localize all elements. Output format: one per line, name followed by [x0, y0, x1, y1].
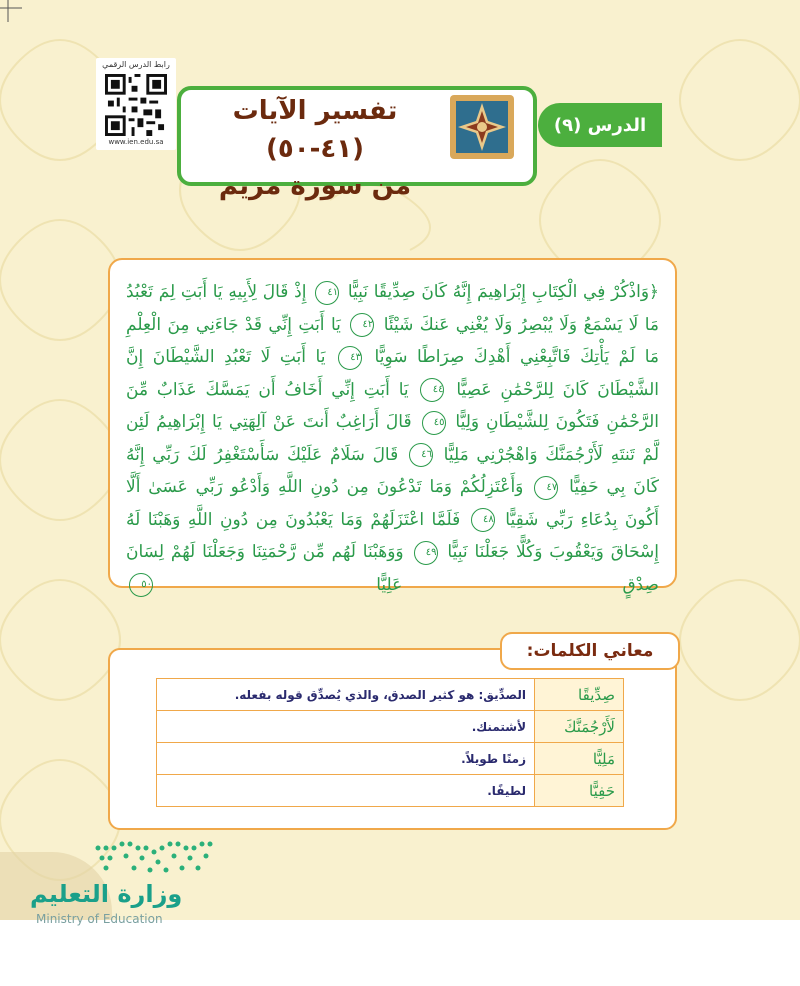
verse-47: قَالَ سَلَامٌ عَلَيْكَ سَأَسْتَغْفِرُ لَكَ رَبِّي إِنَّهُ كَانَ بِي حَفِيًّا [126, 444, 659, 497]
lesson-number-badge [538, 103, 662, 147]
qr-caption: رابط الدرس الرقمي [102, 60, 170, 69]
vocab-word: حَفِيًّا [535, 775, 624, 807]
table-row [157, 679, 624, 711]
vocabulary-heading-tab [500, 632, 680, 670]
vocab-meaning: لأشتمنك. [157, 711, 535, 743]
vocabulary-heading: معاني الكلمات: [526, 641, 654, 661]
title-line-1: تفسير الآيات (٤١-٥٠) [232, 96, 398, 164]
qr-url[interactable]: www.ien.edu.sa [108, 138, 164, 146]
qr-panel[interactable] [96, 58, 176, 150]
verse-44: يَا أَبَتِ لَا تَعْبُدِ الشَّيْطَانَ إِنَّ الشَّيْطَانَ كَانَ لِلرَّحْمَٰنِ عَصِيًّا [126, 347, 660, 400]
aya-number-45: ٤٥ [422, 411, 446, 435]
qr-code-icon[interactable] [105, 74, 167, 136]
islamic-ornament-icon [448, 93, 516, 161]
vocab-word: مَلِيًّا [535, 743, 624, 775]
aya-number-47: ٤٧ [534, 476, 558, 500]
vocab-word: لَأَرْجُمَنَّكَ [535, 711, 624, 743]
verse-48: وَأَعْتَزِلُكُمْ وَمَا تَدْعُونَ مِن دُونِ اللَّهِ وَأَدْعُو رَبِّي عَسَىٰ أَلَّا أَكُونَ بِدُعَاءِ رَبِّي شَقِيًّا [126, 477, 660, 530]
aya-number-49: ٤٩ [414, 541, 438, 565]
table-row [157, 775, 624, 807]
verse-50: وَوَهَبْنَا لَهُم مِّن رَّحْمَتِنَا وَجَعَلْنَا لَهُمْ لِسَانَ صِدْقٍ عَلِيًّا [126, 542, 659, 595]
verse-43: يَا أَبَتِ إِنِّي قَدْ جَاءَنِي مِنَ الْعِلْمِ مَا لَمْ يَأْتِكَ فَاتَّبِعْنِي أَهْدِكَ صِرَاطًا سَوِيًّا [126, 314, 660, 367]
verse-41: ﴿وَاذْكُرْ فِي الْكِتَابِ إِبْرَاهِيمَ إِنَّهُ كَانَ صِدِّيقًا نَبِيًّا [347, 282, 659, 302]
aya-number-46: ٤٦ [409, 443, 433, 467]
aya-number-44: ٤٤ [420, 378, 444, 402]
lesson-label: الدرس (٩) [553, 114, 647, 136]
vocab-meaning: زمنًا طويلاً. [157, 743, 535, 775]
verse-42: إِذْ قَالَ لِأَبِيهِ يَا أَبَتِ لِمَ تَعْبُدُ مَا لَا يَسْمَعُ وَلَا يُبْصِرُ وَلَا يُغْنِي عَنكَ شَيْئًا [126, 282, 660, 335]
aya-number-42: ٤٢ [350, 313, 374, 337]
quran-verses-panel [108, 258, 677, 595]
title-line-2: من سورة مريم [218, 171, 412, 201]
vocabulary-table [156, 678, 624, 807]
aya-number-43: ٤٣ [338, 346, 362, 370]
ministry-name-english: Ministry of Education [36, 912, 163, 926]
aya-number-50: ٥٠ [129, 573, 153, 597]
aya-number-41: ٤١ [315, 281, 339, 305]
table-row [157, 711, 624, 743]
corner-mark [0, 0, 40, 40]
quran-verses-text [126, 276, 659, 601]
page-title [190, 92, 440, 204]
vocab-meaning: الصدِّيق: هو كثير الصدق، والذي يُصدِّق قوله بفعله. [157, 679, 535, 711]
vocab-word: صِدِّيقًا [535, 679, 624, 711]
aya-number-48: ٤٨ [471, 508, 495, 532]
ministry-name-arabic: وزارة التعليم [30, 880, 183, 908]
table-row [157, 743, 624, 775]
ministry-logo-icon [92, 838, 214, 878]
vocab-meaning: لطيفًا. [157, 775, 535, 807]
verse-45: يَا أَبَتِ إِنِّي أَخَافُ أَن يَمَسَّكَ عَذَابٌ مِّنَ الرَّحْمَٰنِ فَتَكُونَ لِلشَّيْطَانِ وَلِيًّا [126, 379, 659, 432]
verse-46: قَالَ أَرَاغِبٌ أَنتَ عَنْ آلِهَتِي يَا إِبْرَاهِيمُ لَئِن لَّمْ تَنتَهِ لَأَرْجُمَنَّكَ وَاهْجُرْنِي مَلِيًّا [126, 412, 660, 465]
verse-49: فَلَمَّا اعْتَزَلَهُمْ وَمَا يَعْبُدُونَ مِن دُونِ اللَّهِ وَهَبْنَا لَهُ إِسْحَاقَ وَيَعْقُوبَ وَكُلًّا جَعَلْنَا نَبِيًّا [126, 509, 660, 562]
